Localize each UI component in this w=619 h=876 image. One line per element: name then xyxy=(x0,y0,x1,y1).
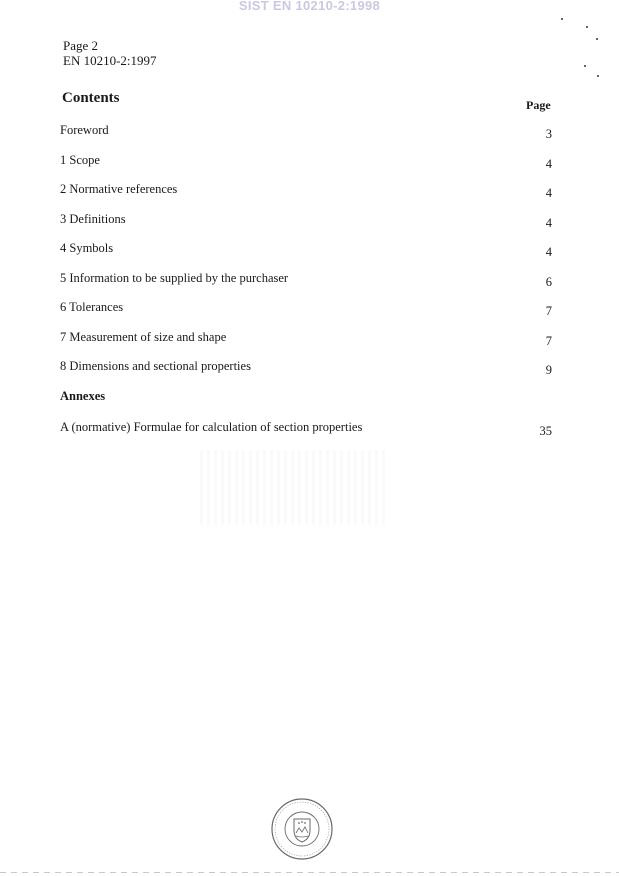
faint-scan-artifact xyxy=(200,450,385,525)
toc-entry-title: 4 Symbols xyxy=(60,241,114,255)
toc-entry[interactable] xyxy=(0,123,619,143)
contents-heading: Contents xyxy=(62,90,120,106)
toc-entry[interactable] xyxy=(0,153,619,173)
toc-entry-title: 5 Information to be supplied by the purchaser xyxy=(60,271,289,285)
toc-entry[interactable] xyxy=(0,241,619,261)
page-column-heading: Page xyxy=(526,98,551,112)
annexes-heading: Annexes xyxy=(60,389,106,403)
bottom-dashed-rule xyxy=(0,872,619,873)
toc-entry-title: 8 Dimensions and sectional properties xyxy=(60,359,251,373)
toc-entry-title: 2 Normative references xyxy=(60,182,178,196)
official-stamp-seal-icon xyxy=(270,797,334,861)
toc-entry-title: 6 Tolerances xyxy=(60,300,124,314)
page-number-label: Page 2 xyxy=(63,38,99,53)
toc-entry-title: 1 Scope xyxy=(60,153,100,167)
toc-entry-page: 7 xyxy=(545,304,552,318)
watermark: SIST EN 10210-2:1998 xyxy=(238,0,381,13)
toc-entry-page: 4 xyxy=(545,245,552,259)
standard-designation: EN 10210-2:1997 xyxy=(63,53,157,68)
annex-entry-page: 35 xyxy=(539,424,552,438)
toc-entry-title: 3 Definitions xyxy=(60,212,126,226)
toc-entry-page: 4 xyxy=(545,157,552,171)
toc-entry-page: 3 xyxy=(545,127,552,141)
toc-entry-page: 4 xyxy=(545,216,552,230)
toc-entry-title: Foreword xyxy=(60,123,109,137)
toc-entry-page: 9 xyxy=(545,363,552,377)
toc-entry[interactable] xyxy=(0,330,619,350)
toc-entry[interactable] xyxy=(0,182,619,202)
toc-entry-page: 4 xyxy=(545,186,552,200)
toc-entry-page: 6 xyxy=(545,275,552,289)
toc-entry[interactable] xyxy=(0,212,619,232)
toc-entry[interactable] xyxy=(0,271,619,291)
toc-entry[interactable] xyxy=(0,359,619,379)
annex-entry[interactable] xyxy=(0,420,619,440)
toc-entry[interactable] xyxy=(0,300,619,320)
toc-entry-page: 7 xyxy=(545,334,552,348)
toc-entry-title: 7 Measurement of size and shape xyxy=(60,330,227,344)
annex-entry-title: A (normative) Formulae for calculation of section properties xyxy=(60,420,363,434)
